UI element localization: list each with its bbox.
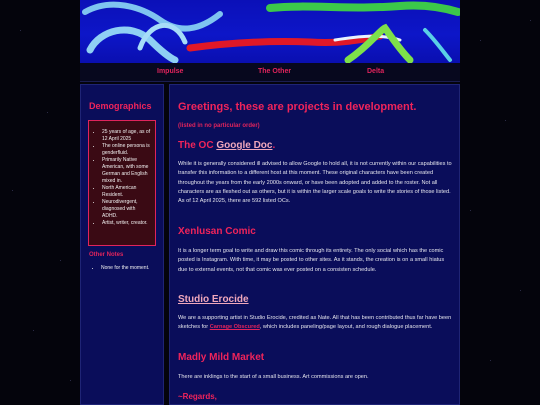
demographics-box: [88, 120, 156, 246]
sidebar-title: Demographics: [89, 101, 152, 111]
sidebar-panel: [80, 84, 164, 405]
google-doc-link[interactable]: Google Doc: [216, 140, 273, 151]
section-title-oc-doc: [178, 140, 275, 151]
top-navigation: [80, 63, 460, 82]
demographics-item: • Primarily Native American, with some German and English mixed in.: [102, 157, 152, 185]
paragraph-text: We are a supporting artist in Studio Erocide, credited as Nate. All that has been contributed thus far have been sketches for: [178, 315, 452, 331]
main-content-panel: [169, 84, 460, 405]
nav-link-impulse[interactable]: Impulse: [157, 68, 184, 75]
xenlusan-paragraph: It is a longer term goal to write and draw this comic through its entirety. The only social which has the comic posted is Instagram. With time, it may be posted to other sites. As it stands, the creation is on a small hiatus due to external events, not that comic was ever posted on a consisten schedule.: [178, 248, 445, 273]
header-banner-art: [80, 0, 460, 63]
section-title-xenlusan: Xenlusan Comic: [178, 226, 256, 237]
demographics-item: • Neurodivergent, diagnosed with ADHD.: [102, 199, 152, 220]
demographics-item: • 25 years of age, as of 12 April 2025: [102, 129, 152, 143]
nav-link-delta[interactable]: Delta: [367, 68, 385, 75]
section-title-prefix: The OC: [178, 140, 217, 151]
oc-doc-paragraph: While it is generally considered ill advised to allow Google to hold all, it is not currently within our capabilities to transfer this information to a different host at this moment. These original characters have been created throughout the years from the early 2000s onward, or have been adopted and added to the roster. Not all characters are as fleshed out as others, but it is within the larger scale goals to write the stories of those listed. As of 12 April 2025, there are 592 listed OCs.: [178, 161, 452, 205]
demographics-list: [89, 121, 155, 227]
studio-erocide-paragraph: [178, 314, 453, 333]
section-title-suffix: .: [272, 140, 276, 151]
studio-erocide-link[interactable]: Studio Erocide: [178, 294, 249, 305]
paragraph-text: , which includes paneling/page layout, and rough dialogue placement.: [259, 324, 433, 331]
carnage-obscured-link[interactable]: Carnage Obscured: [209, 324, 260, 331]
other-notes-item: • None for the moment.: [101, 265, 171, 272]
demographics-item: • The online persona is genderfluid.: [102, 143, 152, 157]
page-title: Greetings, these are projects in development.: [178, 101, 417, 113]
section-title-madly-mild-market: Madly Mild Market: [178, 352, 265, 363]
paint-stroke-artwork: [80, 0, 460, 63]
demographics-item: • Artist, writer, creator.: [102, 220, 152, 227]
other-notes-title: Other Notes: [89, 252, 124, 258]
other-notes-list: [88, 265, 171, 272]
signoff: ~Regards,: [178, 392, 217, 401]
section-title-studio-erocide: [178, 294, 249, 305]
madly-mild-market-paragraph: There are inklings to the start of a small business. Art commissions are open.: [178, 374, 369, 380]
nav-link-the-other[interactable]: The Other: [258, 68, 292, 75]
demographics-item: • North American Resident.: [102, 185, 152, 199]
list-order-note: (listed in no particular order): [178, 123, 260, 129]
